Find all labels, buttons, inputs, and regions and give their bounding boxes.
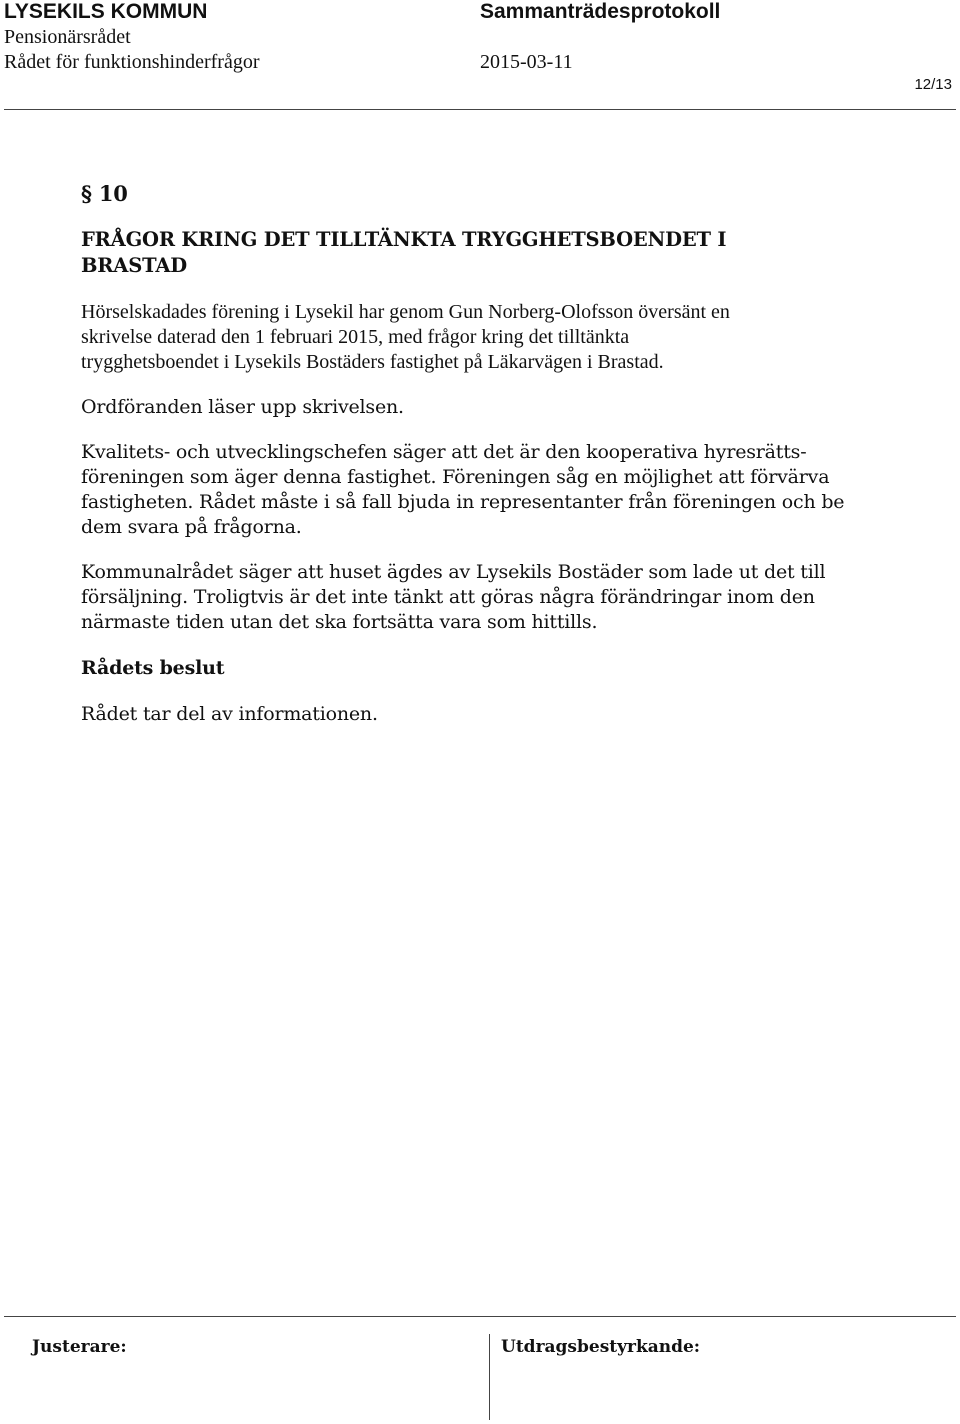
meeting-date: 2015-03-11 (480, 51, 573, 73)
footer-divider (4, 1316, 956, 1317)
protocol-section (81, 180, 881, 747)
paragraph-chair: Ordföranden läser upp skrivelsen. (81, 396, 404, 418)
section-heading: FRÅGOR KRING DET TILLTÄNKTA TRYGGHETSBOENDET I BRASTAD (81, 228, 727, 277)
document-type: Sammanträdesprotokoll (480, 0, 721, 23)
committee-name-1: Pensionärsrådet (4, 26, 131, 48)
certifier-label: Utdragsbestyrkande: (501, 1337, 701, 1357)
adjuster-label: Justerare: (32, 1337, 127, 1357)
paragraph-quality-chief: Kvalitets- och utvecklingschefen säger att det är den kooperativa hyresrätts- föreningen som äger denna fastighet. Föreningen såg en möjlighet att förvärva fastigheten. Rådet måste i så fall bjuda in representanter från föreningen och be dem svara på frågorna. (81, 441, 845, 538)
decision-text: Rådet tar del av informationen. (81, 703, 378, 725)
paragraph-municipal-commissioner: Kommunalrådet säger att huset ägdes av Lysekils Bostäder som lade ut det till försäljning. Troligtvis är det inte tänkt att göras några förändringar inom den närmaste tiden utan det ska fortsätta vara som hittills. (81, 561, 826, 633)
page-number: 12/13 (914, 76, 952, 93)
decision-heading: Rådets beslut (81, 657, 225, 679)
section-number: § 10 (81, 181, 128, 206)
committee-name-2: Rådet för funktionshinderfrågor (4, 51, 260, 73)
footer-column-divider (489, 1334, 490, 1420)
header-divider (4, 109, 956, 110)
organization-name: LYSEKILS KOMMUN (4, 0, 208, 23)
paragraph-background: Hörselskadades förening i Lysekil har genom Gun Norberg-Olofsson översänt en skrivelse daterad den 1 februari 2015, med frågor kring det tilltänkta trygghetsboendet i Lysekils Bostäders fastighet på Läkarvägen i Brastad. (81, 301, 730, 373)
